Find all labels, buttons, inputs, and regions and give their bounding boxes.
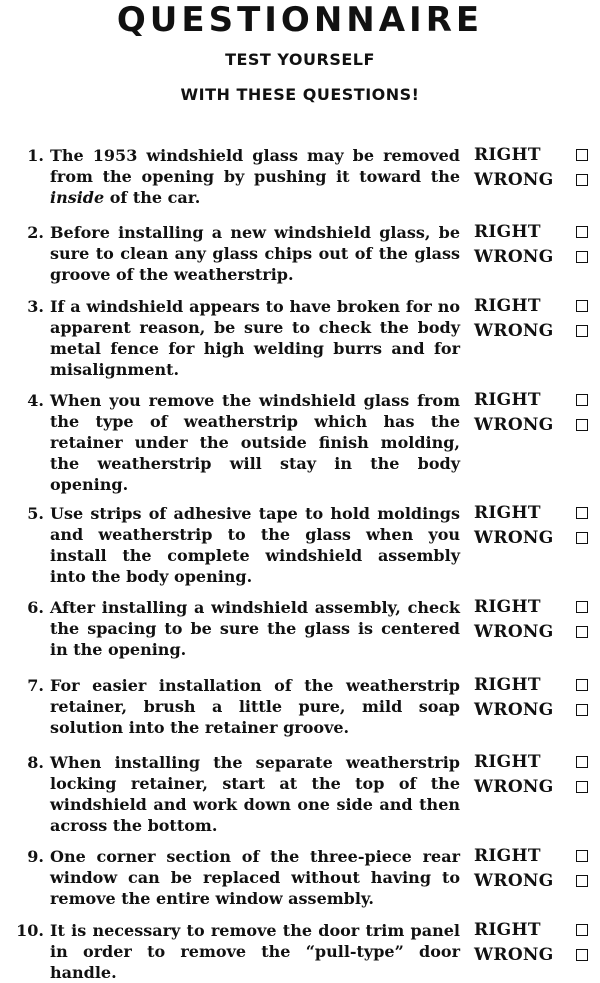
question-number: 8.: [27, 753, 44, 772]
answer-right: [474, 296, 594, 321]
wrong-checkbox[interactable]: [576, 949, 588, 961]
question-text: [50, 145, 460, 208]
answer-wrong: [474, 777, 594, 802]
right-label: RIGHT: [474, 675, 541, 695]
answer-wrong: [474, 247, 594, 272]
answer-options: [474, 296, 594, 346]
wrong-label: WRONG: [474, 170, 554, 190]
answer-wrong: [474, 700, 594, 725]
wrong-checkbox[interactable]: [576, 626, 588, 638]
answer-right: [474, 222, 594, 247]
answer-right: [474, 597, 594, 622]
question-text: Before installing a new windshield glass, be sure to clean any glass chips out of the glass groove of the weatherstrip.: [50, 223, 460, 284]
wrong-label: WRONG: [474, 945, 554, 965]
right-checkbox[interactable]: [576, 149, 588, 161]
right-checkbox[interactable]: [576, 924, 588, 936]
question-number: 1.: [27, 146, 44, 165]
answer-options: [474, 503, 594, 553]
right-label: RIGHT: [474, 597, 541, 617]
right-label: RIGHT: [474, 145, 541, 165]
wrong-checkbox[interactable]: [576, 875, 588, 887]
wrong-label: WRONG: [474, 415, 554, 435]
right-checkbox[interactable]: [576, 601, 588, 613]
answer-right: [474, 675, 594, 700]
wrong-checkbox[interactable]: [576, 781, 588, 793]
page-title: QUESTIONNAIRE: [116, 0, 484, 40]
question-number: 9.: [27, 847, 44, 866]
wrong-checkbox[interactable]: [576, 532, 588, 544]
question-number: 10.: [16, 921, 44, 940]
wrong-label: WRONG: [474, 700, 554, 720]
question-number: 4.: [27, 391, 44, 410]
answer-right: [474, 846, 594, 871]
wrong-label: WRONG: [474, 321, 554, 341]
right-label: RIGHT: [474, 752, 541, 772]
question-text: It is necessary to remove the door trim panel in order to remove the “pull-type” door handle.: [50, 921, 460, 982]
answer-options: [474, 752, 594, 802]
wrong-label: WRONG: [474, 871, 554, 891]
subtitle-line-1: TEST YOURSELF: [225, 50, 375, 69]
right-label: RIGHT: [474, 920, 541, 940]
answer-right: [474, 920, 594, 945]
answer-options: [474, 145, 594, 195]
wrong-checkbox[interactable]: [576, 251, 588, 263]
question-text: When installing the separate weatherstrip locking retainer, start at the top of the windshield and work down one side and then across the bottom.: [50, 753, 460, 835]
right-label: RIGHT: [474, 846, 541, 866]
question-text: After installing a windshield assembly, check the spacing to be sure the glass is centered in the opening.: [50, 598, 460, 659]
right-checkbox[interactable]: [576, 300, 588, 312]
answer-right: [474, 145, 594, 170]
question-text-part: The 1953 windshield glass may be removed from the opening by pushing it toward the: [50, 146, 460, 186]
right-label: RIGHT: [474, 222, 541, 242]
question-5: [14, 503, 594, 593]
right-label: RIGHT: [474, 503, 541, 523]
answer-options: [474, 846, 594, 896]
answer-wrong: [474, 170, 594, 195]
wrong-checkbox[interactable]: [576, 704, 588, 716]
answer-wrong: [474, 945, 594, 970]
question-text: Use strips of adhesive tape to hold moldings and weatherstrip to the glass when you install the complete windshield assembly into the body opening.: [50, 504, 460, 586]
wrong-label: WRONG: [474, 777, 554, 797]
answer-wrong: [474, 622, 594, 647]
wrong-checkbox[interactable]: [576, 325, 588, 337]
answer-right: [474, 390, 594, 415]
answer-options: [474, 390, 594, 440]
question-3: [14, 296, 594, 386]
question-text-part: of the car.: [104, 188, 201, 207]
wrong-label: WRONG: [474, 247, 554, 267]
right-checkbox[interactable]: [576, 756, 588, 768]
question-text-emphasis: inside: [50, 188, 105, 207]
question-6: [14, 597, 594, 687]
answer-options: [474, 597, 594, 647]
question-text: If a windshield appears to have broken for no apparent reason, be sure to check the body metal fence for high welding burrs and for misalignment.: [50, 297, 460, 379]
question-8: [14, 752, 594, 842]
right-checkbox[interactable]: [576, 850, 588, 862]
right-label: RIGHT: [474, 296, 541, 316]
right-checkbox[interactable]: [576, 394, 588, 406]
question-number: 2.: [27, 223, 44, 242]
wrong-checkbox[interactable]: [576, 419, 588, 431]
question-text: When you remove the windshield glass from the type of weatherstrip which has the retainer under the outside finish molding, the weatherstrip will stay in the body opening.: [50, 391, 460, 494]
question-number: 6.: [27, 598, 44, 617]
answer-wrong: [474, 321, 594, 346]
answer-options: [474, 222, 594, 272]
wrong-label: WRONG: [474, 622, 554, 642]
right-checkbox[interactable]: [576, 679, 588, 691]
answer-wrong: [474, 528, 594, 553]
wrong-checkbox[interactable]: [576, 174, 588, 186]
answer-right: [474, 752, 594, 777]
answer-right: [474, 503, 594, 528]
right-label: RIGHT: [474, 390, 541, 410]
answer-wrong: [474, 415, 594, 440]
question-number: 5.: [27, 504, 44, 523]
question-text: One corner section of the three-piece rear window can be replaced without having to remove the entire window assembly.: [50, 847, 460, 908]
answer-wrong: [474, 871, 594, 896]
question-4: [14, 390, 594, 494]
question-number: 3.: [27, 297, 44, 316]
answer-options: [474, 675, 594, 725]
question-10: [14, 920, 594, 980]
answer-options: [474, 920, 594, 970]
right-checkbox[interactable]: [576, 226, 588, 238]
wrong-label: WRONG: [474, 528, 554, 548]
question-number: 7.: [27, 676, 44, 695]
subtitle-line-2: WITH THESE QUESTIONS!: [180, 85, 420, 104]
question-text: For easier installation of the weatherstrip retainer, brush a little pure, mild soap solution into the retainer groove.: [50, 676, 460, 737]
right-checkbox[interactable]: [576, 507, 588, 519]
